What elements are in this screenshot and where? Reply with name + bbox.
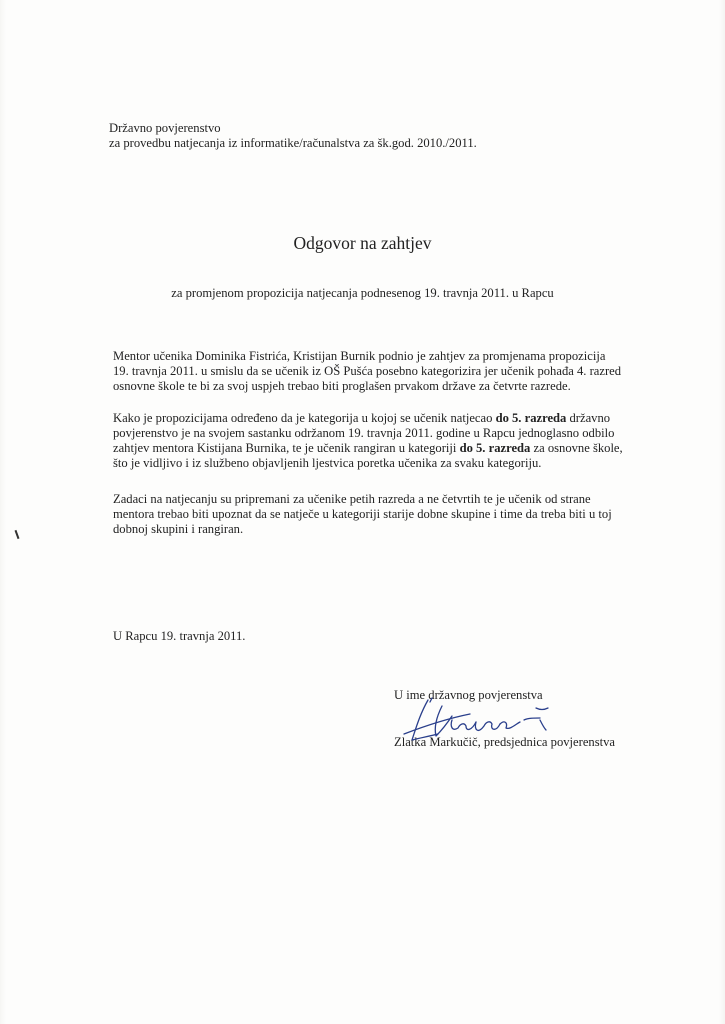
paragraph-1-line-2: 19. travnja 2011. u smislu da se učenik iz OŠ Pušća posebno kategorizira jer učenik pohađa 4. razred [113,364,622,378]
scan-mark [15,530,20,539]
paragraph-3 [113,492,673,537]
paragraph-2-line-1-bold: do 5. razreda [495,411,567,425]
handwritten-signature [390,694,590,746]
place-date: U Rapcu 19. travnja 2011. [113,629,246,643]
paragraph-3-line-2: mentora trebao biti upoznat da se natječe u kategoriji starije dobne skupine i time da treba biti u toj [113,507,612,521]
addressee-line-1: Državno povjerenstvo [109,121,221,135]
paragraph-2-line-3-tail: za osnovne škole, [530,441,623,455]
paragraph-1-line-1: Mentor učenika Dominika Fistrića, Kristijan Burnik podnio je zahtjev za promjenama propozicija [113,349,606,363]
paragraph-1 [113,349,673,394]
paragraph-2-line-3-bold: do 5. razreda [459,441,531,455]
paragraph-1-line-3: osnovne škole te bi za svoj uspjeh trebao biti proglašen prvakom države za četvrte razrede. [113,379,571,393]
on-behalf-label: U ime državnog povjerenstva [394,688,543,702]
paragraph-3-line-3: dobnoj skupini i rangiran. [113,522,244,536]
paragraph-2-line-1-text: Kako je propozicijama određeno da je kategorija u kojoj se učenik natjecao [113,411,496,425]
document-title: Odgovor na zahtjev [293,233,432,253]
addressee-line-2: za provedbu natjecanja iz informatike/računalstva za šk.god. 2010./2011. [109,136,477,150]
paragraph-2-line-3 [113,441,673,456]
paragraph-2-line-2: povjerenstvo je na svojem sastanku održanom 19. travnja 2011. godine u Rapcu jednoglasno odbilo [113,426,615,440]
paragraph-2-line-4: što je vidljivo i iz službeno objavljenih ljestvica poretka učenika za svaku kategoriju. [113,456,542,470]
paragraph-2-line-3-text: zahtjev mentora Kistijana Burnika, te je učenik rangiran u kategoriji [113,441,460,455]
addressee [109,121,477,151]
paragraph-3-line-1: Zadaci na natjecanju su pripremani za učenike petih razreda a ne četvrtih te je učenik od strane [113,492,591,506]
paragraph-2 [113,411,673,471]
paragraph-2-line-1 [113,411,673,426]
document-subtitle: za promjenom propozicija natjecanja podnesenog 19. travnja 2011. u Rapcu [171,286,554,300]
paragraph-2-line-1-tail: državno [566,411,611,425]
signatory-name: Zlatka Markučič, predsjednica povjerenstva [394,735,615,749]
